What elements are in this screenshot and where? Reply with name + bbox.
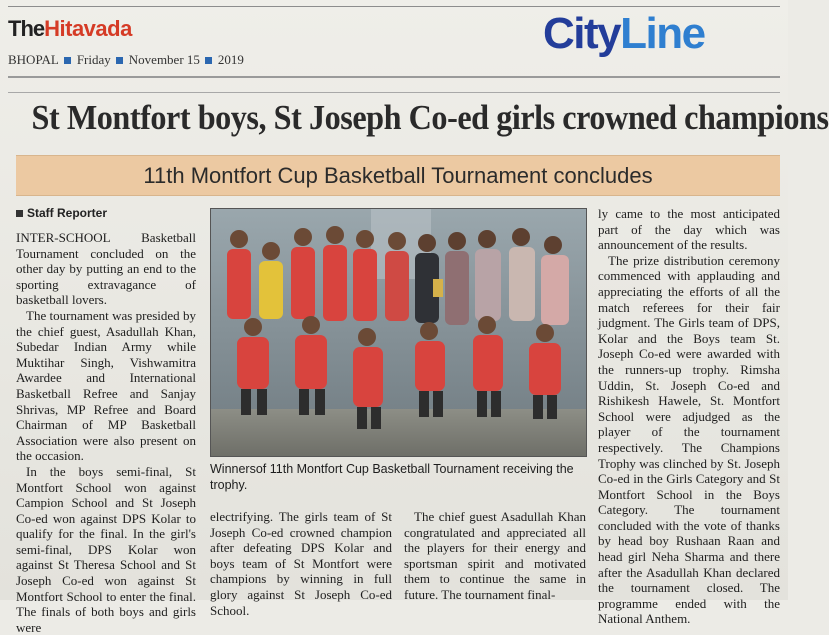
article-column-2a xyxy=(210,509,392,618)
masthead-brand: Hitavada xyxy=(44,16,132,41)
paragraph: The prize distribution ceremony commenced with applauding and appreciating the efforts of all the match referees for their fair judgment. The Girls team of DPS, Kolar and the Boys team St. Joseph Co-ed were awarded with the runners-up trophy. Rimsha Uddin, St. Joseph Co-ed and Rishikesh Hawele, St. Montfort School were adjudged as the player of the tournament respectively. The Champions Trophy was clinched by St. Joseph Co-ed in the Girls Category and St Montfort School in the Boys Category. The tournament concluded with the vote of thanks by head boy Rushaan Raan and head girl Neha Sharma and there after the Asadullah Khan declared the tournament closed. The programme ended with the National Anthem. xyxy=(598,252,780,627)
byline-square-icon xyxy=(16,210,23,217)
subheadline-band xyxy=(16,155,780,196)
photo-caption: Winnersof 11th Montfort Cup Basketball Tournament receiving the trophy. xyxy=(210,462,574,492)
dateline-city: BHOPAL xyxy=(8,52,59,67)
section-logo-part2: Line xyxy=(620,9,705,58)
article-subheadline: 11th Montfort Cup Basketball Tournament concludes xyxy=(143,163,653,188)
section-logo xyxy=(543,9,705,58)
article-headline: St Montfort boys, St Joseph Co-ed girls crowned champions xyxy=(31,98,829,137)
dateline-day: Friday xyxy=(76,52,111,67)
dateline-year: 2019 xyxy=(217,52,244,67)
byline xyxy=(16,206,107,220)
byline-text: Staff Reporter xyxy=(27,206,108,220)
section-divider xyxy=(8,76,780,78)
bullet-square-icon xyxy=(64,57,71,64)
dateline xyxy=(8,52,244,68)
section-logo-part1: City xyxy=(543,9,621,58)
article-column-3 xyxy=(598,206,780,627)
paragraph: The tournament was presided by the chief guest, Asadullah Khan, Subedar Indian Army while Muktihar Singh, Vishwamitra Awardee and International Basketball Refree and Sanjay Shrivas, MP Refree and Board Chairman of MP Basketball Association were also present on the occasion. xyxy=(16,307,196,464)
bullet-square-icon xyxy=(205,57,212,64)
bullet-square-icon xyxy=(116,57,123,64)
team-photo-illustration xyxy=(211,209,586,456)
dateline-date: November 15 xyxy=(128,52,200,67)
paragraph: In the boys semi-final, St Montfort School won against Campion School and St Joseph Co-ed won against DPS Kolar to qualify for the final. In the girl's semi-final, DPS Kolar won against St Theresa School and St Joseph Co-ed won against St Montfort School to enter the final. The finals of both boys and girls were xyxy=(16,463,196,635)
article-column-2b xyxy=(404,509,586,600)
paragraph: INTER-SCHOOL Basketball Tournament concluded on the other day by putting an end to the sporting extravagance of basketball lovers. xyxy=(16,230,196,308)
masthead-prefix: The xyxy=(8,16,45,41)
paragraph: electrifying. The girls team of St Joseph Co-ed crowned champion after defeating DPS Kolar and boys team of St Montfort were champions by winning in full glory against St Joseph Co-ed School. xyxy=(210,509,392,618)
paragraph: The chief guest Asadullah Khan congratulated and appreciated all the players for their energy and sportsman spirit and motivated them to continue the same in future. The tournament final- xyxy=(404,509,586,602)
article-column-1 xyxy=(16,230,196,635)
top-rule xyxy=(8,6,780,7)
masthead-logo xyxy=(8,16,132,44)
paragraph: ly came to the most anticipated part of the day which was announcement of the results. xyxy=(598,206,780,253)
section-divider-thin xyxy=(8,92,780,93)
team-photo xyxy=(210,208,587,457)
